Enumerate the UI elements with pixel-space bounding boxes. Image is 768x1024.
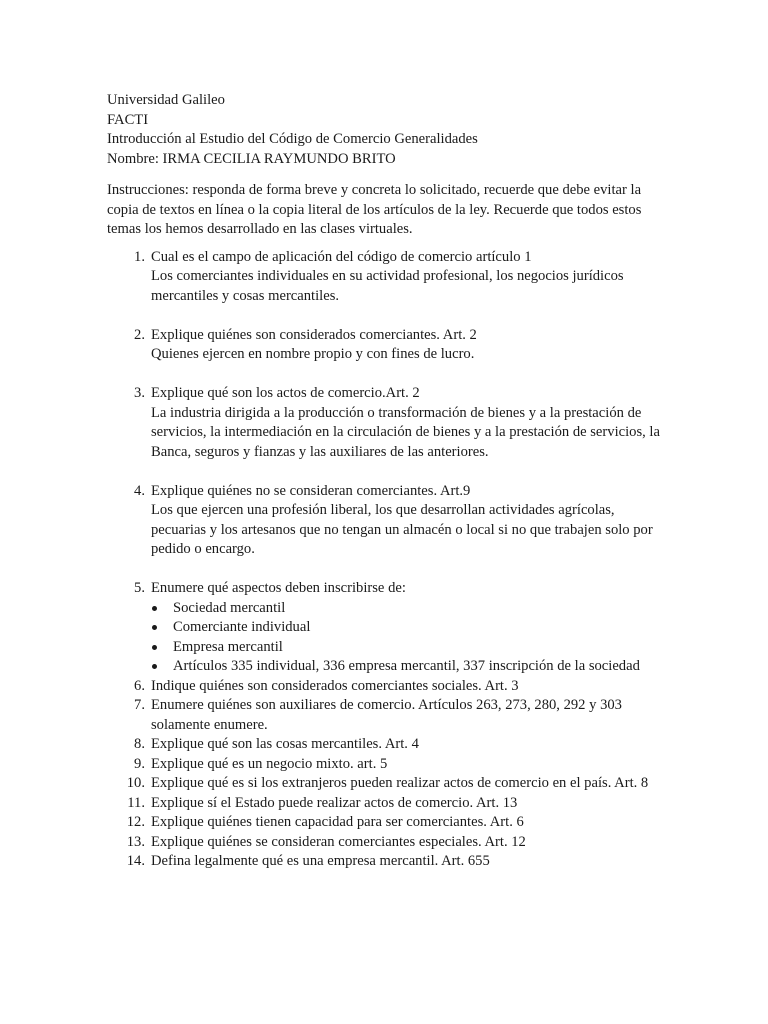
faculty-name: FACTI [107, 111, 149, 128]
course-title: Introducción al Estudio del Código de Comercio Generalidades [107, 131, 478, 147]
question-item [107, 326, 667, 365]
question-number: 1. [134, 248, 145, 265]
question-answer: Los que ejercen una profesión liberal, los que desarrollan actividades agrícolas, pecuarias y los artesanos que no tengan un almacén o local si no que trabajen solo por pedido o encargo. [151, 502, 653, 557]
question-item [107, 852, 667, 872]
bullet-list [151, 599, 667, 677]
question-number: 14. [126, 853, 145, 869]
question-text: Defina legalmente qué es una empresa mercantil. Art. 655 [151, 853, 490, 869]
question-number: 10. [126, 775, 145, 791]
question-item [107, 482, 667, 560]
bullet-item: Empresa mercantil [151, 638, 667, 658]
question-list [107, 248, 667, 872]
question-number: 3. [134, 385, 145, 401]
question-item [107, 833, 667, 853]
question-text: Indique quiénes son considerados comerciantes sociales. Art. 3 [151, 677, 519, 694]
document-page [107, 91, 667, 872]
question-item [107, 774, 667, 794]
question-number: 9. [134, 755, 145, 772]
question-number: 6. [134, 677, 145, 694]
question-text: Explique quiénes son considerados comerciantes. Art. 2 [151, 326, 477, 343]
question-number: 11. [127, 794, 145, 811]
question-answer: La industria dirigida a la producción o transformación de bienes y a la prestación de servicios, la intermediación en la circulación de bienes y a la prestación de servicios, la Banca, seguros y fianzas y las auxiliares de las anteriores. [151, 404, 660, 460]
question-number: 7. [134, 697, 145, 713]
university-name: Universidad Galileo [107, 92, 225, 108]
question-number: 8. [134, 736, 145, 752]
bullet-dot-icon [152, 645, 157, 650]
bullet-item: Comerciante individual [151, 618, 667, 638]
question-number: 13. [126, 833, 145, 850]
question-text: Explique qué son las cosas mercantiles. Art. 4 [151, 736, 419, 752]
question-item [107, 794, 667, 814]
question-text: Cual es el campo de aplicación del código de comercio artículo 1 [151, 248, 532, 265]
question-answer: Quienes ejercen en nombre propio y con fines de lucro. [151, 346, 475, 362]
bullet-item: Artículos 335 individual, 336 empresa mercantil, 337 inscripción de la sociedad [151, 657, 667, 677]
question-text: Explique qué es un negocio mixto. art. 5 [151, 755, 388, 772]
question-answer: Los comerciantes individuales en su actividad profesional, los negocios jurídicos mercantiles y cosas mercantiles. [151, 268, 624, 304]
question-text: Explique sí el Estado puede realizar actos de comercio. Art. 13 [151, 794, 518, 811]
document-header [107, 91, 667, 169]
question-text: Enumere qué aspectos deben inscribirse de: [151, 580, 406, 596]
question-item [107, 248, 667, 307]
question-item [107, 696, 667, 735]
question-item [107, 813, 667, 833]
question-number: 5. [134, 580, 145, 596]
question-number: 2. [134, 326, 145, 343]
question-text: Explique qué es si los extranjeros pueden realizar actos de comercio en el país. Art. 8 [151, 775, 649, 791]
question-item [107, 755, 667, 775]
question-text: Explique quiénes tienen capacidad para ser comerciantes. Art. 6 [151, 814, 524, 830]
student-name: Nombre: IRMA CECILIA RAYMUNDO BRITO [107, 150, 396, 167]
bullet-dot-icon [152, 664, 157, 669]
instructions-paragraph: Instrucciones: responda de forma breve y concreta lo solicitado, recuerde que debe evitar la copia de textos en línea o la copia literal de los artículos de la ley. Recuerde que todos estos temas los hemos desarrollado en las clases virtuales. [107, 182, 642, 237]
question-item [107, 579, 667, 677]
question-text: Explique quiénes se consideran comerciantes especiales. Art. 12 [151, 833, 526, 850]
bullet-dot-icon [152, 606, 157, 611]
question-number: 12. [126, 814, 145, 830]
bullet-dot-icon [152, 625, 157, 630]
bullet-item: Sociedad mercantil [151, 599, 667, 619]
question-text: Explique qué son los actos de comercio.Art. 2 [151, 385, 420, 401]
question-number: 4. [134, 482, 145, 499]
question-item [107, 677, 667, 697]
question-item [107, 735, 667, 755]
question-text: Explique quiénes no se consideran comerciantes. Art.9 [151, 482, 471, 499]
question-item [107, 384, 667, 462]
question-text: Enumere quiénes son auxiliares de comercio. Artículos 263, 273, 280, 292 y 303 solamente enumere. [151, 697, 622, 733]
